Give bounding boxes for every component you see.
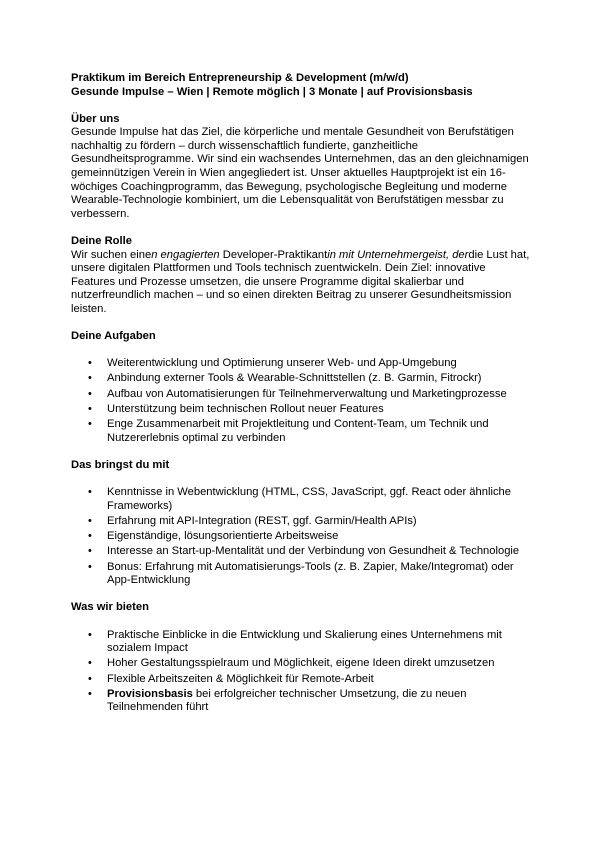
bullet-icon: • — [88, 687, 92, 700]
list-item-text: Hoher Gestaltungsspielraum und Möglichkeit, eigene Ideen direkt umzusetzen — [107, 657, 495, 670]
role-text-part: Developer-Praktikant — [219, 248, 328, 261]
bullet-icon: • — [88, 657, 92, 670]
role-text-part: die Lust hat, unsere digitalen Plattformen und Tools technisch zuentwickeln. Dein Ziel: innovative Features und Prozesse umsetzen, die unsere Programme digital skalierbar und nutzerfreundlich machen – und so einen direkten Beitrag zu unserer Gesundheitsmission leisten. — [71, 248, 530, 315]
section-offer — [71, 601, 531, 715]
list-item-text: Erfahrung mit API-Integration (REST, ggf. Garmin/Health APIs) — [107, 514, 417, 527]
bullet-icon: • — [88, 628, 92, 641]
bullet-icon: • — [88, 387, 92, 400]
role-text-part: Wir suchen eine — [71, 248, 152, 261]
list-item — [71, 388, 531, 402]
section-requirements — [71, 459, 531, 588]
bullet-icon: • — [88, 514, 92, 527]
list-item-bold: Provisionsbasis — [107, 687, 193, 700]
list-item-text: Interesse an Start-up-Mentalität und der Verbindung von Gesundheit & Technologie — [107, 545, 520, 558]
list-item — [71, 688, 531, 715]
list-item — [71, 530, 531, 544]
list-item — [71, 515, 531, 529]
bullet-icon: • — [88, 402, 92, 415]
bullet-icon: • — [88, 418, 92, 431]
bullet-icon: • — [88, 530, 92, 543]
list-item-text: Kenntnisse in Webentwicklung (HTML, CSS, JavaScript, ggf. React oder ähnliche Frameworks) — [107, 486, 511, 512]
list-item — [71, 372, 531, 386]
bullet-icon: • — [88, 486, 92, 499]
bullet-icon: • — [88, 545, 92, 558]
requirements-list — [71, 486, 531, 588]
list-item — [71, 403, 531, 417]
role-text — [71, 249, 531, 317]
list-item-text: Flexible Arbeitszeiten & Möglichkeit für Remote-Arbeit — [107, 672, 374, 685]
heading-tasks: Deine Aufgaben — [71, 329, 156, 342]
section-role — [71, 235, 531, 317]
list-item-text: Praktische Einblicke in die Entwicklung und Skalierung eines Unternehmens mit sozialem Impact — [107, 628, 502, 655]
list-item — [71, 673, 531, 687]
list-item-text: Aufbau von Automatisierungen für Teilnehmerverwaltung und Marketingprozesse — [107, 387, 507, 400]
offer-list — [71, 629, 531, 715]
list-item — [71, 629, 531, 656]
list-item — [71, 486, 531, 513]
list-item — [71, 357, 531, 371]
heading-requirements: Das bringst du mit — [71, 458, 170, 471]
list-item-text: Eigenständige, lösungsorientierte Arbeitsweise — [107, 530, 339, 543]
list-item — [71, 418, 531, 445]
list-item — [71, 561, 531, 588]
tasks-list — [71, 357, 531, 445]
section-about — [71, 113, 531, 222]
bullet-icon: • — [88, 372, 92, 385]
list-item-text: Anbindung externer Tools & Wearable-Schnittstellen (z. B. Garmin, Fitrockr) — [107, 372, 482, 385]
heading-about: Über uns — [71, 112, 120, 125]
list-item-text: Weiterentwicklung und Optimierung unserer Web- und App-Umgebung — [107, 357, 457, 370]
job-subtitle: Gesunde Impulse – Wien | Remote möglich | 3 Monate | auf Provisionsbasis — [71, 85, 473, 98]
list-item-text: bei erfolgreicher technischer Umsetzung, die zu neuen Teilnehmenden führt — [107, 687, 467, 714]
list-item — [71, 657, 531, 671]
document-page — [71, 72, 531, 717]
bullet-icon: • — [88, 357, 92, 370]
about-text: Gesunde Impulse hat das Ziel, die körperliche und mentale Gesundheit von Berufstätigen nachhaltig zu fördern – durch wissenschaftlich fundierte, ganzheitliche Gesundheitsprogramme. Wir sind ein wachsendes Unternehmen, das an den gleichnamigen gemeinnützigen Verein in Wien angegliedert ist. Unser aktuelles Hauptprojekt ist ein 16-wöchiges Coachingprogramm, das Bewegung, psychologische Begleitung und moderne Wearable-Technologie kombiniert, um die Lebensqualität von Berufstätigen messbar zu verbessern. — [71, 126, 529, 220]
list-item-text: Enge Zusammenarbeit mit Projektleitung und Content-Team, um Technik und Nutzererlebnis optimal zu verbinden — [107, 418, 489, 444]
list-item — [71, 545, 531, 559]
job-title: Praktikum im Bereich Entrepreneurship & Development (m/w/d) — [71, 72, 409, 84]
list-item-text: Unterstützung beim technischen Rollout neuer Features — [107, 402, 384, 415]
bullet-icon: • — [88, 672, 92, 685]
bullet-icon: • — [88, 560, 92, 573]
heading-role: Deine Rolle — [71, 234, 132, 247]
list-item-text: Bonus: Erfahrung mit Automatisierungs-Tools (z. B. Zapier, Make/Integromat) oder App-Entwicklung — [107, 560, 514, 587]
role-text-italic: n engagierten — [151, 248, 220, 261]
heading-offer: Was wir bieten — [71, 601, 149, 614]
section-tasks — [71, 330, 531, 446]
role-text-italic: in mit Unternehmergeist, der — [327, 248, 469, 261]
